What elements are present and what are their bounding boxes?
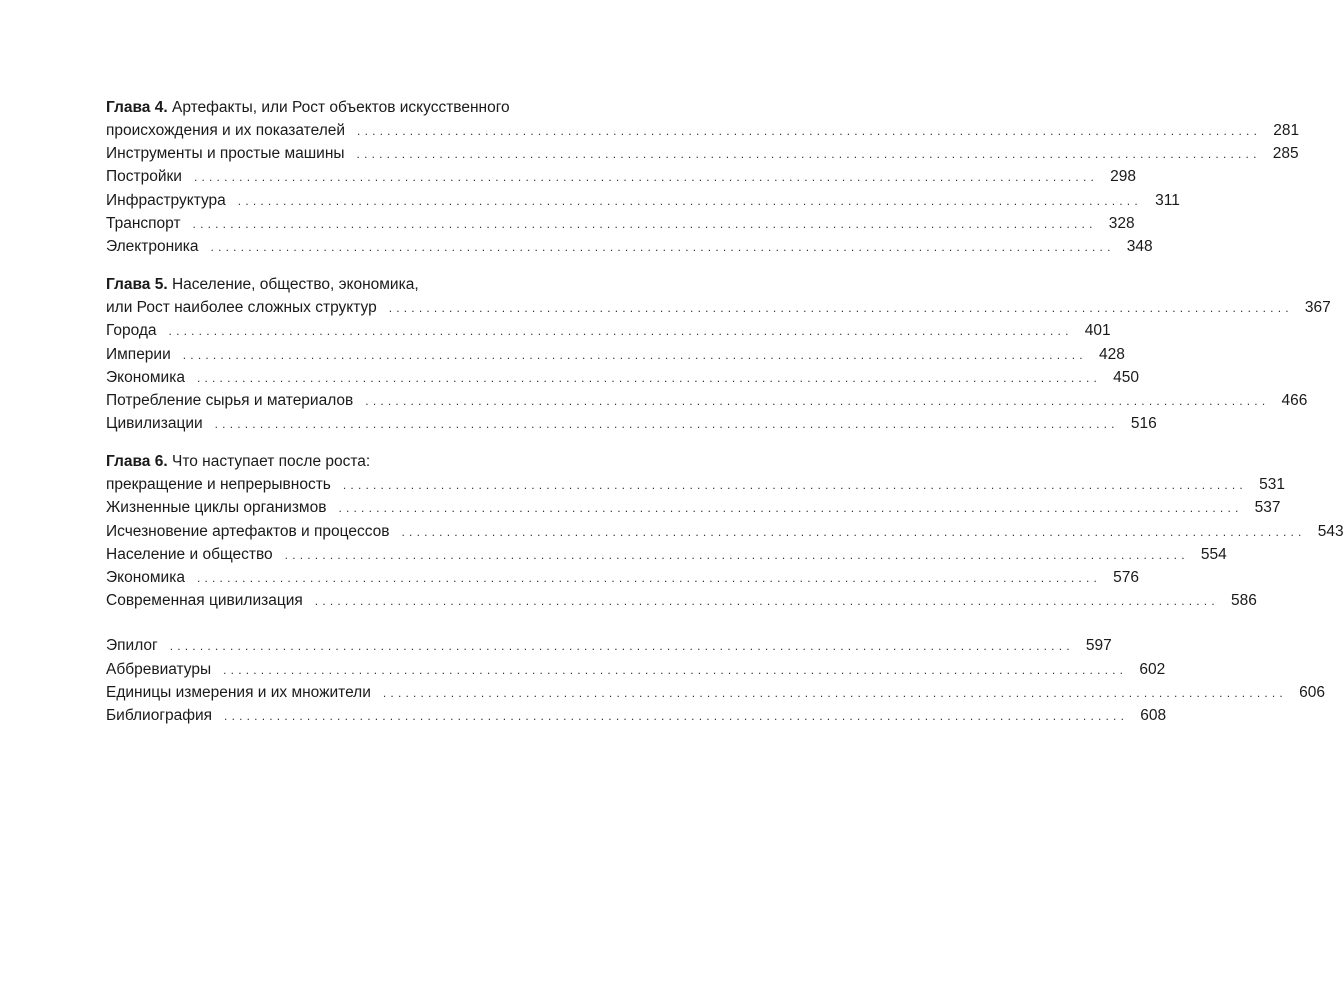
entry-title: Экономика [106,368,185,386]
chapter-6 [106,451,1344,612]
toc-entry[interactable] [106,235,1153,258]
dot-leader: ........................................................................................................................ [365,393,1270,408]
entry-page: 608 [1140,706,1167,724]
entry-title: Жизненные циклы организмов [106,499,327,517]
entry-title: Экономика [106,569,185,586]
toc-entry[interactable] [106,165,1137,188]
toc-entry[interactable] [106,589,1257,612]
chapter-label: Глава 4. [106,99,168,116]
dot-leader: ........................................................................................................................ [210,239,1115,254]
dot-leader: ........................................................................................................................ [196,370,1102,385]
dot-leader: ........................................................................................................................ [169,639,1074,654]
entry-page: 576 [1113,569,1140,586]
entry-title: Эпилог [106,637,158,655]
entry-title: Потребление сырья и материалов [106,391,354,409]
chapter-label: Глава 5. [106,276,168,294]
entry-page: 328 [1108,214,1135,232]
entry-page: 537 [1254,499,1281,517]
dot-leader: ........................................................................................................................ [196,571,1102,585]
entry-title: или Рост наиболее сложных структур [106,299,377,317]
entry-title: Постройки [106,168,182,186]
chapter-title: Что наступает после роста: [171,453,371,471]
entry-title: Транспорт [106,214,181,232]
toc-entry[interactable] [106,142,1299,165]
dot-leader: ........................................................................................................................ [338,501,1243,516]
entry-page: 311 [1155,191,1180,209]
dot-leader: ........................................................................................................................ [284,547,1189,562]
chapter-heading [106,274,706,296]
toc-entry[interactable] [106,496,1281,519]
entry-page: 606 [1299,683,1325,701]
toc-entry[interactable] [106,704,1167,727]
chapter-heading [106,451,706,473]
dot-leader: ........................................................................................................................ [342,478,1247,493]
entry-page: 367 [1304,299,1331,317]
entry-title: прекращение и непрерывность [106,476,331,494]
entry-title: Города [106,322,157,340]
chapter-heading [106,97,706,119]
entry-page: 554 [1200,545,1227,563]
dot-leader: ........................................................................................................................ [237,193,1142,208]
toc-entry[interactable] [106,681,1325,704]
toc-entry[interactable] [106,473,1285,496]
toc-entry[interactable] [106,319,1111,342]
entry-title: Инфраструктура [106,191,226,209]
chapter-5 [106,274,1331,435]
dot-leader: ........................................................................................................................ [193,170,1099,185]
entry-title: Цивилизации [106,415,203,433]
entry-page: 285 [1272,145,1299,163]
toc-entry[interactable] [106,412,1157,435]
entry-page: 298 [1110,168,1137,186]
toc-entry[interactable] [106,658,1166,681]
chapter-label: Глава 6. [106,453,168,471]
toc-entry[interactable] [106,189,1180,212]
dot-leader: ........................................................................................................................ [192,216,1097,231]
entry-page: 466 [1281,391,1308,409]
toc-entry[interactable] [106,520,1344,543]
entry-page: 586 [1231,592,1257,610]
entry-title: Инструменты и простые машины [106,145,345,163]
entry-page: 450 [1113,368,1140,386]
chapter-title: Население, общество, экономика, [171,276,419,294]
dot-leader: ........................................................................................................................ [382,685,1287,700]
toc-entry[interactable] [106,296,1331,319]
entry-page: 516 [1130,415,1157,433]
table-of-contents [106,97,1344,743]
entry-page: 597 [1085,637,1112,655]
chapter-4 [106,97,1300,258]
chapter-title: Артефакты, или Рост объектов искусственного [171,99,510,116]
dot-leader: ........................................................................................................................ [168,324,1073,339]
entry-page: 348 [1126,237,1153,255]
entry-page: 428 [1098,345,1125,363]
back-matter [106,634,1325,727]
entry-title: Исчезновение артефактов и процессов [106,522,390,540]
entry-title: происхождения и их показателей [106,122,346,139]
entry-page: 531 [1259,476,1285,494]
entry-title: Аббревиатуры [106,660,212,678]
dot-leader: ........................................................................................................................ [401,524,1306,539]
toc-entry[interactable] [106,543,1227,566]
dot-leader: ........................................................................................................................ [182,347,1087,362]
toc-entry[interactable] [106,343,1125,366]
entry-page: 543 [1317,522,1344,540]
entry-title: Электроника [106,237,199,255]
toc-entry[interactable] [106,366,1140,389]
dot-leader: ........................................................................................................................ [356,147,1261,162]
dot-leader: ........................................................................................................................ [223,662,1128,677]
dot-leader: ........................................................................................................................ [214,417,1119,432]
entry-page: 401 [1084,322,1111,340]
entry-title: Империи [106,345,171,363]
dot-leader: ........................................................................................................................ [357,124,1262,138]
toc-entry[interactable] [106,212,1135,235]
entry-page: 281 [1273,122,1300,139]
toc-entry[interactable] [106,119,1300,142]
entry-title: Современная цивилизация [106,592,303,610]
dot-leader: ........................................................................................................................ [388,301,1293,316]
entry-title: Население и общество [106,545,273,563]
toc-entry[interactable] [106,389,1308,412]
dot-leader: ........................................................................................................................ [224,708,1129,723]
toc-entry[interactable] [106,566,1140,589]
entry-title: Единицы измерения и их множители [106,683,371,701]
dot-leader: ........................................................................................................................ [314,594,1219,609]
toc-entry[interactable] [106,634,1112,657]
entry-title: Библиография [106,706,213,724]
entry-page: 602 [1139,660,1166,678]
